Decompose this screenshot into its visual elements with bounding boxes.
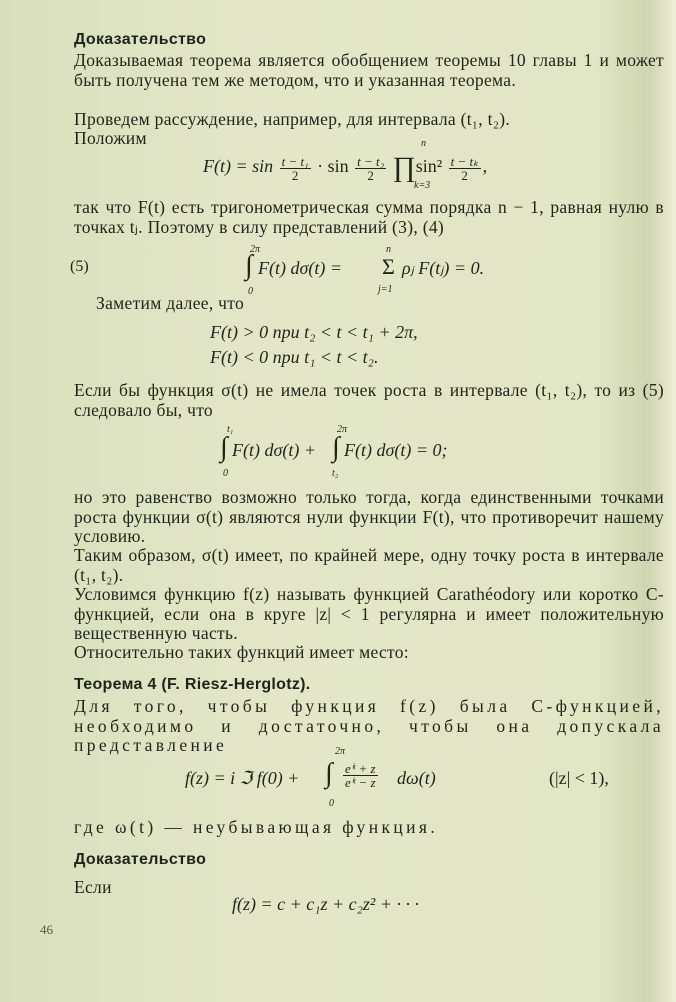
paragraph-5: Заметим далее, что bbox=[96, 293, 245, 313]
inequality-1: F(t) > 0 при t₂ < t < t₁ + 2π, bbox=[210, 322, 418, 342]
theorem-statement: Для того, чтобы функция f(z) была C-функцией, необходимо и достаточно, чтобы она допускала представление bbox=[74, 696, 664, 755]
herglotz-formula: f(z) = i ℑ f(0) + ∫ 2π 0 eⁱᵗ + z eⁱᵗ − z dω(t) (|z| < 1), bbox=[185, 746, 609, 809]
equation-F-definition: F(t) = sin $\frac{\text{t − t₁}}{2}$ · sin $\frac{\text{t − t₂}}{2}$ ∏sin² $\frac{\text{t − tₖ}}{2}$ , n k=3 bbox=[203, 138, 488, 191]
paragraph-9: Условимся функцию f(z) называть функцией Carathéodory или коротко C-функцией, если она в круге |z| < 1 регулярна и имеет положительную вещественную часть. bbox=[74, 584, 664, 643]
paragraph-1: Доказываемая теорема является обобщением теоремы 10 главы 1 и может быть получена тем же методом, что и указанная теорема. bbox=[74, 50, 664, 90]
proof-heading: Доказательство bbox=[74, 31, 207, 48]
paragraph-3: Положим bbox=[74, 128, 147, 148]
paragraph-4: так что F(t) есть тригонометрическая сумма порядка n − 1, равная нулю в точках tⱼ. Поэтому в силу представлений (3), (4) bbox=[74, 197, 664, 237]
power-series-equation: f(z) = c + c₁z + c₂z² + · · · bbox=[232, 894, 419, 914]
theorem-after: где ω(t) — неубывающая функция. bbox=[74, 817, 439, 837]
paragraph-8: Таким образом, σ(t) имеет, по крайней мере, одну точку роста в интервале (t₁, t₂). bbox=[74, 545, 664, 585]
theorem-heading: Теорема 4 (F. Riesz-Herglotz). bbox=[74, 676, 311, 693]
inequality-2: F(t) < 0 при t₁ < t < t₂. bbox=[210, 347, 379, 367]
book-page: Доказательство Доказываемая теорема является обобщением теоремы 10 главы 1 и может быть получена тем же методом, что и указанная теорема. Проведем рассуждение, например, для интервала (t₁, t₂). Положим F(t) = sin $\frac{\text{t − t₁}}{2}$ · sin $\frac{\text{t − t₂}}{2}$ ∏sin² $\frac{\text{t − tₖ}}{2}$ , n k=3 так что F(t) есть тригонометрическая сумма порядка n − 1, равная нулю в точках tⱼ. Поэтому в силу представлений (3), (4) (5) ∫ 2π 0 F(t) dσ(t) = Σ n j=1 ρⱼ F(tⱼ) = 0. Заметим далее, что F(t) > 0 при t₂ < t < t₁ + 2π, F(t) < 0 при t₁ < t < t₂. Если бы функция σ(t) не имела точек роста в интервале (t₁, t₂), то из (5) следовало бы, что ∫ t₁ 0 F(t) dσ(t) + ∫ 2π t₂ F(t) dσ(t) = 0; но это равенство возможно только тогда, когда единственными точками роста функции σ(t) являются нули функции F(t), что противоречит нашему условию. Таким образом, σ(t) имеет, по крайней мере, одну точку роста в интервале (t₁, t₂). Условимся функцию f(z) называть функцией Carathéodory или коротко C-функцией, если она в круге |z| < 1 регулярна и имеет положительную вещественную часть. Относительно таких функций имеет место: Теорема 4 (F. Riesz-Herglotz). Для того, чтобы функция f(z) была C-функцией, необходимо и достаточно, чтобы она допускала представление f(z) = i ℑ f(0) + ∫ 2π 0 eⁱᵗ + z eⁱᵗ − z dω(t) (|z| < 1), где ω(t) — неубывающая функция. Доказательство Если f(z) = c + c₁z + c₂z² + · · · 46 bbox=[0, 0, 676, 1002]
paragraph-6: Если бы функция σ(t) не имела точек роста в интервале (t₁, t₂), то из (5) следовало бы, что bbox=[74, 380, 664, 420]
proof-heading-2: Доказательство bbox=[74, 851, 207, 868]
page-number: 46 bbox=[40, 922, 53, 937]
paragraph-if: Если bbox=[74, 877, 112, 897]
paragraph-2: Проведем рассуждение, например, для интервала (t₁, t₂). bbox=[74, 109, 511, 129]
paragraph-7: но это равенство возможно только тогда, когда единственными точками роста функции σ(t) являются нули функции F(t), что противоречит нашему условию. bbox=[74, 487, 664, 546]
paragraph-10: Относительно таких функций имеет место: bbox=[74, 642, 409, 662]
